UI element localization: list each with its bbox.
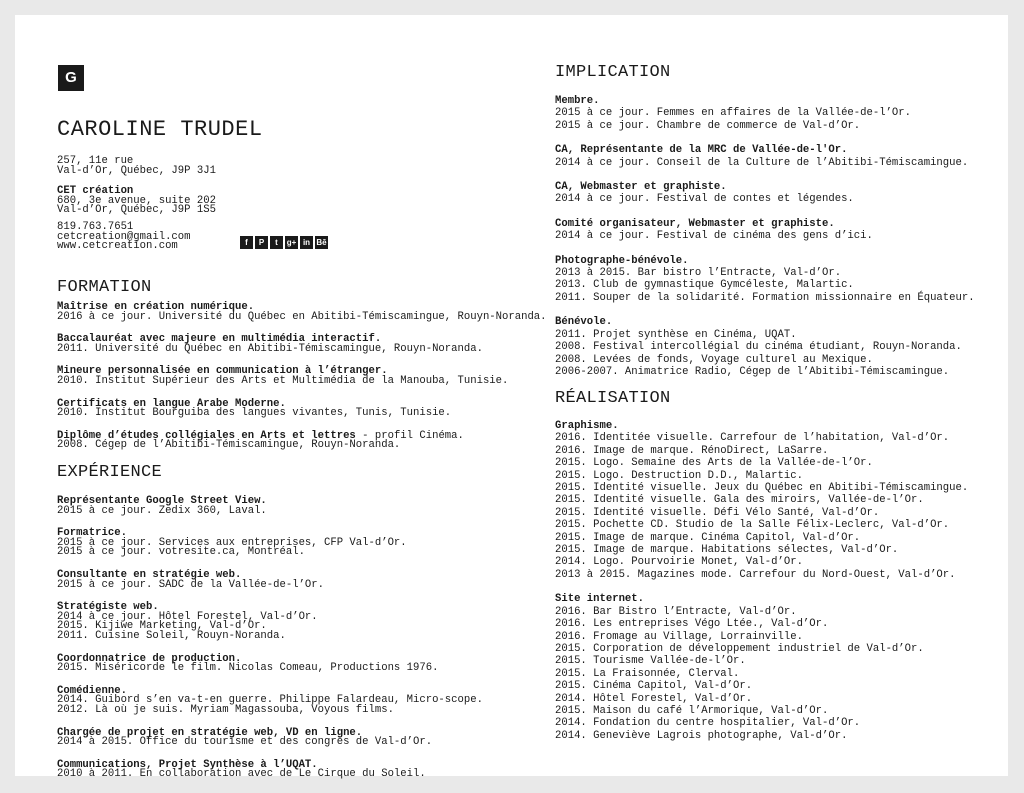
entry-title-text: Photographe-bénévole. [555,254,689,267]
company-line: 680, 3e avenue, suite 202 [57,194,216,207]
entry-line: 2011. Université du Québec en Abitibi-Témiscamingue, Rouyn-Noranda. [57,342,483,355]
entry-line: 2016. Fromage au Village, Lorrainville. [555,630,803,643]
entry-line: 2015 à ce jour. Zedix 360, Laval. [57,504,267,517]
social-icons [240,236,328,249]
entry-line: 2014. Fondation du centre hospitalier, Val-d’Or. [555,717,861,730]
entry-title-text: Représentante Google Street View. [57,495,267,507]
entry-line: 2011. Cuisine Soleil, Rouyn-Noranda. [57,629,286,642]
experience-list [57,497,483,793]
entry-line: 2016. Les entreprises Végo Ltée., Val-d’Or. [555,618,829,631]
entry-line: 2014 à ce jour. Conseil de la Culture de l’Abitibi-Témiscamingue. [555,156,969,169]
entry-line: 2015. Corporation de développement industriel de Val-d’Or. [555,642,924,655]
address-line: 257, 11e rue [57,155,134,167]
entry-line: 2015. Maison du café l’Armorique, Val-d’Or. [555,704,829,717]
experience-entry [57,652,483,675]
entry-title-text: Comédienne. [57,684,127,697]
experience-entry [57,726,483,749]
entry-line: 2015. Cinéma Capitol, Val-d’Or. [555,680,753,693]
entry-title [555,316,975,328]
linkedin-icon[interactable]: in [300,236,313,249]
entry-line: 2015 à ce jour. votresite.ca, Montréal. [57,546,305,559]
entry-line: 2014 à ce jour. Hôtel Forestel, Val-d’Or. [57,610,318,623]
entry-line: 2015. Image de marque. Habitations sélectes, Val-d’Or. [555,544,899,557]
formation-entry [57,429,547,452]
company-block [57,187,216,216]
entry-line: 2010. Institut Bourguiba des langues vivantes, Tunis, Tunisie. [57,407,452,420]
experience-entry [57,568,483,591]
entry-line: 2015 à ce jour. Chambre de commerce de Val-d’Or. [555,119,861,132]
formation-entry [57,397,547,420]
entry-title-text: Communications, Projet Synthèse à l’UQAT. [57,758,318,771]
phone: 819.763.7651 [57,221,134,233]
implication-heading: IMPLICATION [555,63,671,82]
experience-entry [57,529,483,558]
entry-title-text: Graphisme. [555,420,619,432]
entry-title [555,593,968,605]
entry-title-text: Membre. [555,95,600,107]
entry-title-extra: - profil Cinéma. [355,429,464,442]
entry-line: 2015. Tourisme Vallée-de-l’Or. [555,655,746,668]
entry-line: 2015 à ce jour. SADC de la Vallée-de-l’Or. [57,578,325,591]
formation-heading: FORMATION [57,278,152,297]
entry-line: 2016. Bar Bistro l’Entracte, Val-d’Or. [555,605,797,618]
implication-entry [555,144,975,169]
entry-line: 2014. Geneviève Lagrois photographe, Val-d’Or. [555,729,848,742]
entry-title-text: Certificats en langue Arabe Moderne. [57,397,286,410]
entry-title-text: Mineure personnalisée en communication à l’étranger. [57,365,388,378]
entry-title-text: Maîtrise en création numérique. [57,301,255,313]
entry-line: 2014. Logo. Pourvoirie Monet, Val-d’Or. [555,556,803,569]
entry-title-text: Stratégiste web. [57,601,159,614]
realisation-heading: RÉALISATION [555,389,671,408]
implication-list [555,95,975,390]
entry-line: 2013. Club de gymnastique Gymcéleste, Malartic. [555,279,854,292]
entry-line: 2014 à 2015. Office du tourisme et des congrès de Val-d’Or. [57,736,433,749]
twitter-icon[interactable]: t [270,236,283,249]
entry-line: 2014 à ce jour. Festival de contes et légendes. [555,193,854,206]
implication-entry [555,255,975,305]
entry-title [555,144,975,156]
entry-line: 2014 à ce jour. Festival de cinéma des gens d’ici. [555,230,873,243]
company-line: Val-d’Or, Québec, J9P 1S5 [57,204,216,217]
contact-block [57,223,191,252]
entry-title [555,255,975,267]
entry-line: 2015. Miséricorde le film. Nicolas Comeau, Productions 1976. [57,662,439,675]
entry-line: 2015. Pochette CD. Studio de la Salle Félix-Leclerc, Val-d’Or. [555,519,950,532]
entry-title [555,95,975,107]
address-block [57,157,216,176]
realisation-entry [555,593,968,742]
entry-line: 2015. Kijiwe Marketing, Val-d’Or. [57,620,267,633]
experience-entry [57,603,483,641]
entry-title-text: Formatrice. [57,527,127,540]
entry-line: 2010. Institut Supérieur des Arts et Multimédia de la Manouba, Tunisie. [57,374,509,387]
logo-icon: G [58,65,84,91]
facebook-icon[interactable]: f [240,236,253,249]
implication-entry [555,316,975,378]
entry-title-text: Comité organisateur, Webmaster et graphiste. [555,217,835,230]
implication-entry [555,181,975,206]
entry-title-text: Chargée de projet en stratégie web, VD en ligne. [57,726,363,739]
entry-title-text: Bénévole. [555,316,613,329]
address-line: Val-d’Or, Québec, J9P 3J1 [57,164,216,177]
entry-title-text: Baccalauréat avec majeure en multimédia interactif. [57,333,382,346]
entry-title-text: Coordonnatrice de production. [57,652,242,665]
entry-line: 2014. Guibord s’en va-t-en guerre. Philippe Falardeau, Micro-scope. [57,694,483,707]
website-link[interactable]: www.cetcreation.com [57,240,178,253]
entry-line: 2012. Là où je suis. Myriam Magassouba, Voyous films. [57,703,394,716]
entry-title [555,218,975,230]
formation-entry [57,303,547,322]
entry-title-text: Diplôme d’études collégiales en Arts et lettres [57,429,356,442]
implication-entry [555,95,975,132]
entry-line: 2016. Identitée visuelle. Carrefour de l’habitation, Val-d’Or. [555,432,950,445]
entry-line: 2011. Souper de la solidarité. Formation missionnaire en Équateur. [555,291,975,304]
entry-line: 2006-2007. Animatrice Radio, Cégep de l’Abitibi-Témiscamingue. [555,365,950,378]
entry-title [555,181,975,193]
email-link[interactable]: cetcreation@gmail.com [57,230,191,243]
entry-line: 2015. La Fraisonnée, Clerval. [555,667,740,680]
resume-page [15,15,1008,781]
entry-line: 2015. Identité visuelle. Jeux du Québec en Abitibi-Témiscamingue. [555,482,969,495]
entry-line: 2016 à ce jour. Université du Québec en Abitibi-Témiscamingue, Rouyn-Noranda. [57,310,547,323]
formation-entry [57,367,547,386]
person-name: CAROLINE TRUDEL [57,117,263,142]
experience-heading: EXPÉRIENCE [57,463,163,482]
entry-title-text: Site internet. [555,593,645,606]
entry-line: 2015 à ce jour. Services aux entreprises, CFP Val-d’Or. [57,536,407,549]
entry-line: 2015. Identité visuelle. Défi Vélo Santé, Val-d’Or. [555,506,880,519]
experience-entry [57,758,483,781]
entry-line: 2015. Logo. Destruction D.D., Malartic. [555,469,803,482]
entry-line: 2015. Identité visuelle. Gala des miroirs, Vallée-de-l’Or. [555,494,924,507]
company-name: CET création [57,185,134,197]
entry-line: 2015. Logo. Semaine des Arts de la Vallée-de-l’Or. [555,457,873,470]
entry-line: 2015. Image de marque. Cinéma Capitol, Val-d’Or. [555,531,861,544]
entry-line: 2011. Projet synthèse en Cinéma, UQAT. [555,328,797,341]
behance-icon[interactable]: Bē [316,238,327,247]
entry-title-text: Consultante en stratégie web. [57,568,242,581]
entry-line: 2013 à 2015. Magazines mode. Carrefour du Nord-Ouest, Val-d’Or. [555,568,956,581]
realisation-list [555,420,968,754]
pinterest-icon[interactable]: P [255,236,268,249]
experience-entry [57,684,483,716]
entry-line: 2013 à 2015. Bar bistro l’Entracte, Val-d’Or. [555,267,842,280]
implication-entry [555,218,975,243]
entry-line: 2010 à 2011. En collaboration avec de Le Cirque du Soleil. [57,768,426,781]
entry-line: 2016. Image de marque. RénoDirect, LaSarre. [555,444,829,457]
entry-title [555,420,968,432]
entry-title-text: CA, Webmaster et graphiste. [555,181,727,194]
entry-line: 2014. Hôtel Forestel, Val-d’Or. [555,692,753,705]
entry-line: 2008. Festival intercollégial du cinéma étudiant, Rouyn-Noranda. [555,341,962,354]
google-plus-icon[interactable]: g+ [286,238,297,247]
entry-title-text: CA, Représentante de la MRC de Vallée-de-l'Or. [555,144,848,157]
formation-entry [57,335,547,354]
entry-line: 2008. Levées de fonds, Voyage culturel au Mexique. [555,353,873,366]
entry-line: 2008. Cégep de l’Abitibi-Témiscamingue, Rouyn-Noranda. [57,439,401,452]
realisation-entry [555,420,968,581]
entry-line: 2015 à ce jour. Femmes en affaires de la Vallée-de-l’Or. [555,107,912,120]
formation-list [57,303,547,464]
experience-entry [57,497,483,516]
